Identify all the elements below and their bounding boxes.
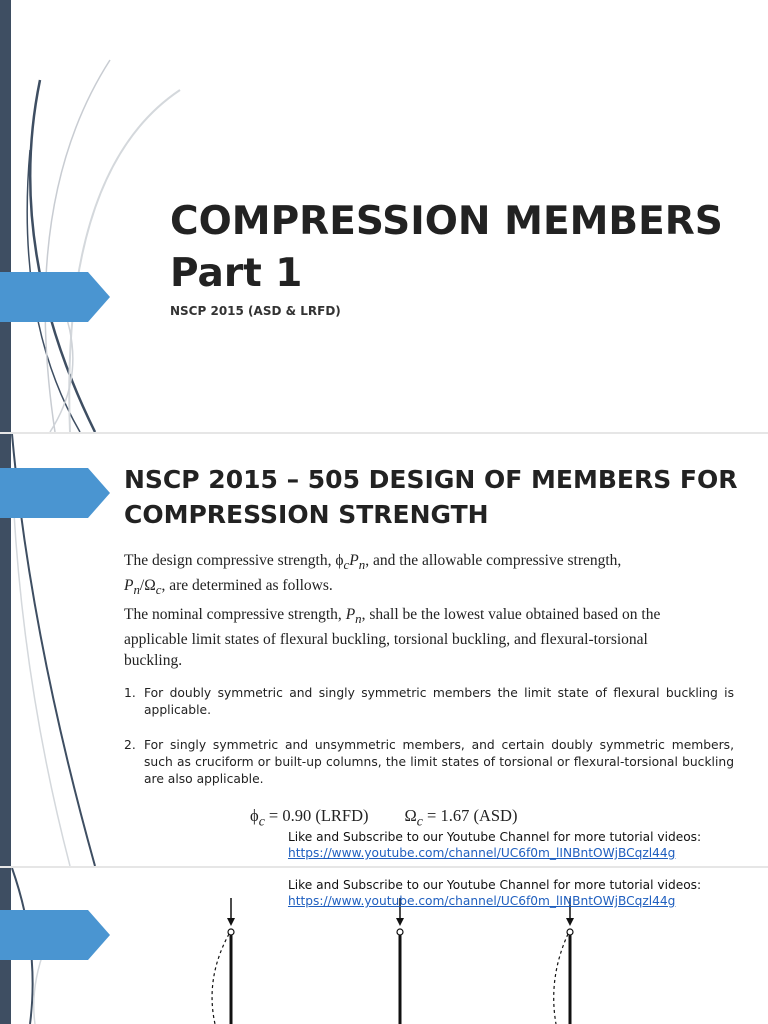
- subscript: n: [133, 582, 140, 598]
- list-item: [124, 685, 734, 719]
- subscript: n: [355, 611, 362, 627]
- subscript: c: [155, 582, 162, 598]
- list-number: 1.: [124, 686, 136, 700]
- column-1: [212, 898, 235, 1024]
- promo-text: Like and Subscribe to our Youtube Channel for more tutorial videos:: [288, 830, 702, 844]
- promo-text: Like and Subscribe to our Youtube Channel for more tutorial videos:: [288, 878, 702, 892]
- text-run: , shall be the lowest value obtained based on the applicable limit states of flexural buckling, torsional buckling, and flexural-torsional buckling.: [124, 606, 661, 670]
- list-text: For singly symmetric and unsymmetric members, and certain doubly symmetric members, such as cruciform or built-up columns, the limit states of torsional or flexural-torsional buckling are also applicable.: [144, 738, 734, 786]
- phi-symbol: ϕ: [335, 552, 344, 569]
- limit-state-list: [124, 685, 734, 719]
- omega-symbol: /Ω: [139, 577, 156, 595]
- omega-symbol: Ω: [404, 806, 417, 825]
- content-slide: [0, 434, 768, 866]
- var-p: P: [345, 606, 356, 623]
- youtube-channel-link[interactable]: https://www.youtube.com/channel/UC6f0m_lINBntOWjBCqzl44g: [288, 894, 676, 908]
- text-run: The design compressive strength,: [124, 552, 336, 569]
- design-strength-paragraph: [124, 550, 699, 600]
- list-item: [124, 737, 734, 788]
- promo-overlay: [288, 829, 701, 861]
- subscript: n: [358, 557, 366, 573]
- text-run: The nominal compressive strength,: [124, 606, 346, 623]
- pin-support-icon: [397, 929, 403, 935]
- slide1-title: [170, 196, 723, 300]
- youtube-channel-link[interactable]: https://www.youtube.com/channel/UC6f0m_lINBntOWjBCqzl44g: [288, 846, 676, 860]
- text-run: , are determined as follows.: [161, 577, 333, 595]
- list-text: For doubly symmetric and singly symmetric members the limit state of flexural buckling is applicable.: [144, 686, 734, 717]
- slide2-title-line1: NSCP 2015 – 505 DESIGN OF MEMBERS FOR: [124, 465, 738, 494]
- limit-state-list: [124, 737, 734, 788]
- subscript: c: [343, 557, 350, 573]
- load-arrow-icon: [227, 918, 235, 926]
- text-run: , and the allowable compressive strength,: [365, 552, 622, 569]
- column-2: [396, 898, 404, 1024]
- subscript: c: [416, 813, 423, 829]
- slide1-subtitle: NSCP 2015 (ASD & LRFD): [170, 304, 341, 318]
- slide2-title: [124, 462, 738, 532]
- asd-factor: = 1.67 (ASD): [422, 806, 518, 825]
- slide1-title-line2: Part 1: [170, 251, 303, 296]
- nominal-strength-paragraph: [124, 604, 699, 671]
- lrfd-factor: = 0.90 (LRFD): [264, 806, 369, 825]
- buckled-shape: [554, 934, 568, 1024]
- subscript: c: [258, 813, 265, 829]
- promo-overlay: [288, 877, 701, 909]
- slide1-title-line1: COMPRESSION MEMBERS: [170, 199, 723, 244]
- phi-symbol: ϕ: [250, 806, 259, 825]
- load-arrow-icon: [396, 918, 404, 926]
- load-arrow-icon: [566, 918, 574, 926]
- slide-tab-arrow-icon: [0, 272, 110, 322]
- title-slide: [0, 0, 768, 432]
- var-p: P: [349, 552, 359, 569]
- resistance-factor-formula: [250, 806, 517, 829]
- diagram-slide: [0, 868, 768, 1024]
- slide-tab-arrow-icon: [0, 468, 110, 518]
- slide2-title-line2: COMPRESSION STRENGTH: [124, 500, 489, 529]
- buckled-shape: [212, 934, 229, 1024]
- var-p: P: [124, 577, 134, 595]
- column-3: [554, 898, 574, 1024]
- list-number: 2.: [124, 738, 136, 752]
